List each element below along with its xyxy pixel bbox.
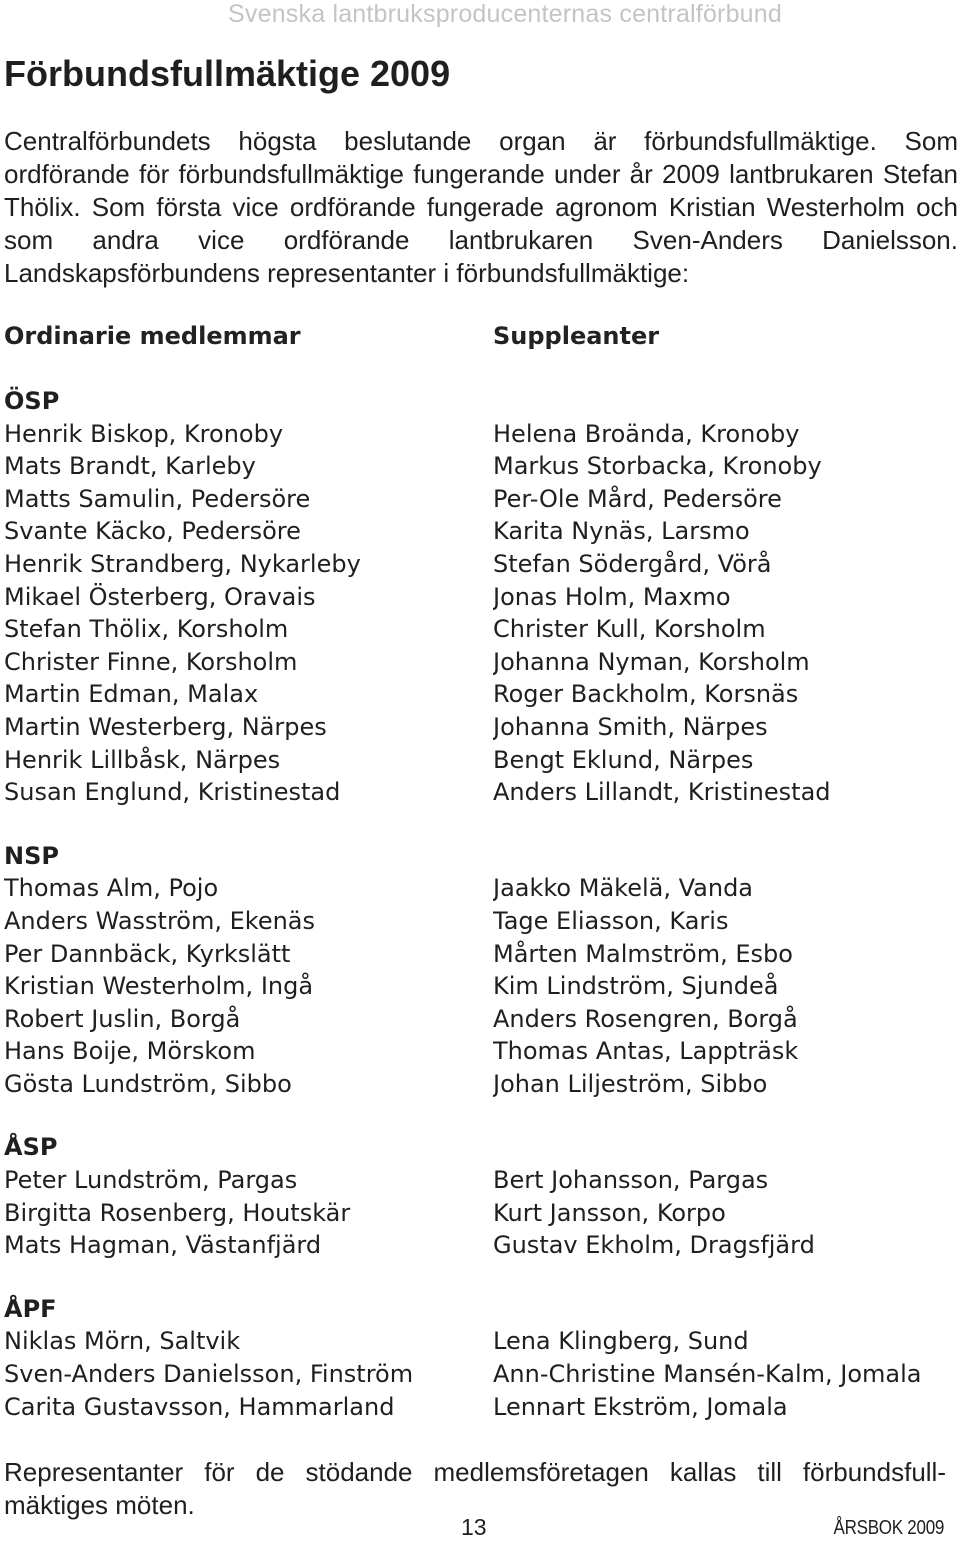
member-entry: Susan Englund, Kristinestad [4,778,341,807]
member-entry: Svante Käcko, Pedersöre [4,517,301,546]
member-entry: Christer Finne, Korsholm [4,647,298,676]
region-rows [4,1325,960,1423]
region-block [4,385,960,809]
region-name: ÖSP [4,387,60,415]
region-rows [4,418,960,809]
deputy-entry: Karita Nynäs, Larsmo [493,517,750,546]
deputy-entry: Jaakko Mäkelä, Vanda [493,874,754,903]
intro-paragraph: Centralförbundets högsta beslutande organ är förbundsfullmäktige. Som ordförande för förbundsfullmäktige fungerande under år 2009 lantbrukaren Stefan Thölix. Som första vice ordförande fungerade agronom Kristian Westerholm och som andra vice ordförande lantbrukaren Sven-Anders Danielsson. Landskapsförbundens representanter i förbundsfullmäktige: [4,126,958,288]
region-name: ÅPF [4,1294,57,1323]
deputy-entry: Lena Klingberg, Sund [493,1327,749,1356]
member-entry: Carita Gustavsson, Hammarland [4,1392,395,1421]
deputy-entry: Anders Rosengren, Borgå [493,1004,798,1033]
region-rows [4,1164,960,1262]
deputy-entry: Anders Lillandt, Kristinestad [493,778,831,807]
deputy-entry: Stefan Södergård, Vörå [493,549,772,578]
deputies-column-heading: Suppleanter [493,322,660,350]
region-name: ÅSP [4,1133,58,1162]
region-name: NSP [4,841,59,870]
member-entry: Gösta Lundström, Sibbo [4,1069,292,1098]
member-entry: Anders Wasström, Ekenäs [4,906,316,935]
member-entry: Martin Edman, Malax [4,680,259,709]
deputy-entry: Johan Liljeström, Sibbo [493,1069,768,1098]
member-entry: Matts Samulin, Pedersöre [4,484,311,513]
region-block [4,1131,960,1261]
deputy-entry: Roger Backholm, Korsnäs [493,680,799,709]
deputy-entry: Johanna Smith, Närpes [493,712,768,741]
deputy-entry: Kurt Jansson, Korpo [493,1198,726,1227]
deputy-entry: Helena Broända, Kronoby [493,419,800,448]
deputy-entry: Christer Kull, Korsholm [493,615,766,644]
running-header: Svenska lantbruksproducenternas centralförbund [228,0,782,28]
member-entry: Peter Lundström, Pargas [4,1166,298,1195]
member-entry: Henrik Biskop, Kronoby [4,419,284,448]
deputy-entry: Kim Lindström, Sjundeå [493,972,779,1001]
member-entry: Niklas Mörn, Saltvik [4,1327,241,1356]
member-entry: Hans Boije, Mörskom [4,1037,256,1066]
region-rows [4,872,960,1100]
deputy-entry: Mårten Malmström, Esbo [493,939,793,968]
closing-paragraph: Representanter för de stödande medlemsföretagen kallas till förbundsfull-mäktiges möten. [4,1457,946,1520]
deputy-entry: Bengt Eklund, Närpes [493,745,754,774]
member-entry: Robert Juslin, Borgå [4,1004,241,1033]
deputy-entry: Jonas Holm, Maxmo [493,582,731,611]
member-entry: Stefan Thölix, Korsholm [4,615,289,644]
region-block [4,840,960,1101]
page-number: 13 [461,1514,487,1540]
deputy-entry: Johanna Nyman, Korsholm [493,647,810,676]
member-entry: Kristian Westerholm, Ingå [4,972,314,1001]
deputy-entry: Gustav Ekholm, Dragsfjärd [493,1231,815,1260]
member-entry: Henrik Lillbåsk, Närpes [4,745,281,774]
member-entry: Sven-Anders Danielsson, Finström [4,1360,414,1389]
deputy-entry: Lennart Ekström, Jomala [493,1392,788,1421]
deputy-entry: Per-Ole Mård, Pedersöre [493,484,782,513]
member-entry: Martin Westerberg, Närpes [4,712,327,741]
member-entry: Thomas Alm, Pojo [4,874,219,903]
member-entry: Henrik Strandberg, Nykarleby [4,549,361,578]
member-entry: Mats Brandt, Karleby [4,452,256,481]
member-entry: Birgitta Rosenberg, Houtskär [4,1198,351,1227]
deputy-entry: Markus Storbacka, Kronoby [493,452,822,481]
deputy-entry: Thomas Antas, Lappträsk [493,1037,799,1066]
deputy-entry: Ann-Christine Mansén-Kalm, Jomala [493,1360,922,1389]
member-entry: Per Dannbäck, Kyrkslätt [4,939,291,968]
member-entry: Mikael Österberg, Oravais [4,582,316,611]
deputy-entry: Bert Johansson, Pargas [493,1166,769,1195]
deputy-entry: Tage Eliasson, Karis [493,906,729,935]
member-entry: Mats Hagman, Västanfjärd [4,1231,322,1260]
members-column-heading: Ordinarie medlemmar [4,322,301,350]
representatives-list [4,385,960,1454]
page-title: Förbundsfullmäktige 2009 [4,53,451,94]
publication-name: ÅRSBOK 2009 [833,1517,944,1539]
region-block [4,1293,960,1423]
